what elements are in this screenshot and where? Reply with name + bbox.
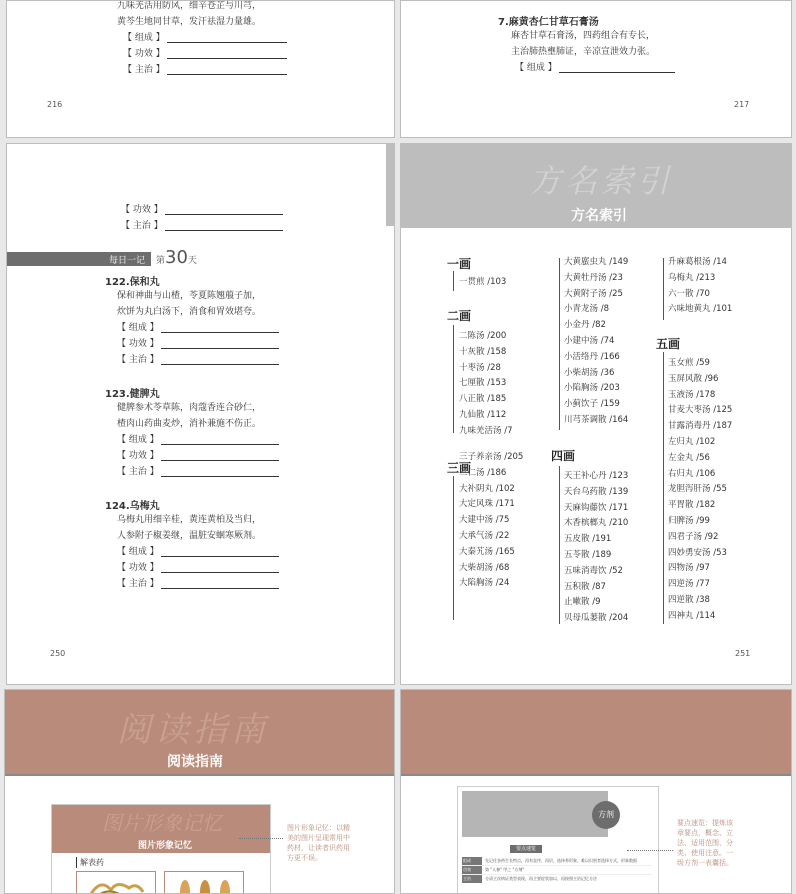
- recipe-entry: [105, 497, 279, 592]
- callout-line: 要点速览：提炼该: [677, 819, 733, 827]
- table-row: [462, 875, 652, 883]
- index-entry: 小金丹 /82: [564, 320, 606, 331]
- index-entry: 四君子汤 /92: [668, 531, 719, 542]
- index-entry: 五皮散 /191: [564, 534, 612, 545]
- callout-leader: [239, 838, 283, 839]
- page-217: [400, 0, 792, 138]
- inset-label-text: 解表药: [80, 858, 104, 867]
- index-banner: [401, 144, 791, 228]
- group-rule: [559, 466, 560, 624]
- index-entry: 小青龙汤 /8: [564, 304, 609, 315]
- callout-line: 级方剂一表囊括。: [677, 859, 733, 867]
- field-row: [117, 560, 279, 576]
- blank-line: [559, 63, 675, 73]
- stroke-heading: 一画: [447, 257, 472, 271]
- field-label: 【 主治 】: [121, 221, 163, 231]
- inset-watermark: 图片形象记忆: [102, 811, 222, 835]
- poem-line: 乌梅丸用细辛桂，黄连黄柏及当归，: [117, 515, 262, 525]
- recipe-title: 7.麻黄杏仁甘草石膏汤: [498, 17, 599, 28]
- group-rule: [663, 258, 664, 320]
- field-row: [117, 576, 279, 592]
- table-key: 组成: [462, 857, 482, 865]
- field-label: 【 主治 】: [117, 355, 159, 365]
- guide-page-right: [400, 689, 792, 894]
- index-entry: 小建中汤 /74: [564, 335, 615, 346]
- index-entry: 右归丸 /106: [668, 468, 716, 479]
- index-entry: 小活络丹 /166: [564, 351, 620, 362]
- field-label: 【 功效 】: [117, 339, 159, 349]
- poem-line: 麻杏甘草石膏汤，四药组合有专长，: [511, 31, 656, 41]
- index-entry: 大黄附子汤 /25: [564, 288, 623, 299]
- callout-text: [287, 823, 350, 863]
- field-row: [117, 464, 279, 480]
- index-entry: 川芎茶调散 /164: [564, 414, 629, 425]
- page-number: 251: [735, 649, 751, 658]
- blank-line: [167, 65, 287, 75]
- field-label: 【 主治 】: [117, 467, 159, 477]
- index-entry: 玉屏风散 /96: [668, 373, 719, 384]
- poem-line: 炊饼为丸白汤下，消食和胃效堪夸。: [117, 307, 262, 317]
- stamp-text: 方剂: [598, 810, 614, 819]
- index-entry: 二陈汤 /200: [459, 331, 507, 341]
- index-entry: 五积散 /87: [564, 581, 606, 592]
- poem-line: 楂肉山药曲麦炒，消补兼施不伤正。: [117, 419, 262, 429]
- index-entry: 木香槟榔丸 /210: [564, 518, 629, 529]
- banner-watermark: 方名索引: [529, 162, 674, 200]
- index-entry: 四物汤 /97: [668, 563, 710, 574]
- poem: [511, 28, 675, 76]
- recipe-entry: [105, 385, 279, 480]
- index-entry: 大秦艽汤 /165: [459, 546, 515, 557]
- index-entry: 小柴胡汤 /36: [564, 367, 615, 378]
- index-group: [564, 469, 628, 627]
- blank-line: [161, 355, 279, 365]
- table-value: 先记住各药生长特点，再有直序，再层，选择养形象，难以识别者选择方式，形象数据: [485, 858, 637, 863]
- day-suffix: 天: [187, 256, 197, 266]
- callout-line: 图片形象记忆：以精: [287, 824, 350, 832]
- index-entry: 七厘散 /153: [459, 378, 507, 389]
- field-row: [121, 202, 283, 218]
- day-prefix: 第: [156, 256, 166, 266]
- field-label: 【 组成 】: [117, 323, 159, 333]
- poem-line: 主治肺热壅肺证，辛凉宣泄效力张。: [511, 47, 656, 57]
- page-216: [6, 0, 395, 138]
- stroke-heading: 四画: [551, 449, 576, 463]
- field-row: [117, 432, 279, 448]
- stamp-badge: [592, 801, 620, 829]
- inset-label: [76, 857, 104, 868]
- blank-line: [161, 451, 279, 461]
- index-title: 方名索引: [571, 208, 627, 224]
- index-entry: 十枣汤 /28: [459, 362, 501, 373]
- table-value: 分清主次病证类型表现，再主要症状加以，再按照主治记忆方法: [485, 876, 597, 881]
- index-entry: 大定风珠 /171: [459, 499, 515, 510]
- index-entry: 三仁汤 /186: [459, 467, 507, 478]
- table-value: 第 "人参" 甲之 "方剂": [485, 867, 525, 872]
- blank-line: [161, 563, 279, 573]
- field-row: [117, 448, 279, 464]
- section-tag-text: 要点速览: [516, 846, 537, 852]
- inset-title: 图片形象记忆: [138, 841, 193, 851]
- inset-banner: [52, 805, 270, 853]
- index-entry: 九味羌活汤 /7: [459, 425, 513, 436]
- field-row: [123, 62, 287, 78]
- index-group: [564, 255, 628, 429]
- poem-line: 九味羌活用防风，细辛苍芷与川芎，: [117, 1, 262, 11]
- guide-underline: [401, 774, 791, 776]
- index-entry: 四神丸 /114: [668, 610, 716, 621]
- blank-line: [161, 323, 279, 333]
- guide-banner: [401, 690, 791, 774]
- index-entry: 大黄牡丹汤 /23: [564, 272, 623, 283]
- index-group: [668, 255, 732, 318]
- daily-counter: [156, 248, 197, 267]
- index-entry: 乌梅丸 /213: [668, 272, 716, 283]
- index-entry: 六一散 /70: [668, 288, 710, 299]
- index-entry: 升麻葛根汤 /14: [668, 257, 727, 267]
- callout-line: 药材，让读者识药用: [287, 844, 350, 852]
- herb-image: [76, 871, 156, 894]
- recipe-title: 122.保和丸: [105, 277, 160, 288]
- index-entry: 贝母瓜蒌散 /204: [564, 613, 629, 624]
- field-label: 【 组成 】: [117, 547, 159, 557]
- field-label: 【 组成 】: [117, 435, 159, 445]
- guide-banner: [5, 690, 394, 774]
- index-entry: 大柴胡汤 /68: [459, 562, 510, 573]
- stroke-heading: 二画: [447, 309, 472, 323]
- group-rule: [453, 325, 454, 433]
- index-entry: 五味消毒饮 /52: [564, 565, 623, 576]
- field-row: [121, 218, 283, 234]
- index-entry: 十灰散 /158: [459, 346, 507, 357]
- blank-line: [161, 579, 279, 589]
- blank-line: [167, 33, 287, 43]
- herb-illustration: [165, 872, 245, 894]
- index-entry: 甘露消毒丹 /187: [668, 421, 733, 432]
- banner-watermark: 阅读指南: [117, 710, 269, 750]
- blank-line: [161, 339, 279, 349]
- field-row: [515, 60, 675, 76]
- field-label: 【 功效 】: [121, 205, 163, 215]
- index-group: [459, 329, 512, 440]
- guide-title: 阅读指南: [167, 754, 223, 770]
- index-entry: 天王补心丹 /123: [564, 471, 629, 481]
- summary-table: [462, 857, 652, 883]
- index-entry: 天台乌药散 /139: [564, 486, 629, 497]
- index-entry: 一贯煎 /103: [459, 277, 507, 287]
- blank-line: [167, 49, 287, 59]
- index-entry: 大建中汤 /75: [459, 515, 510, 526]
- blank-line: [161, 435, 279, 445]
- blank-line: [165, 221, 283, 231]
- field-row: [117, 336, 279, 352]
- carryover-fields: [121, 202, 283, 234]
- blank-line: [161, 467, 279, 477]
- field-label: 【 功效 】: [123, 49, 165, 59]
- index-entry: 四逆汤 /77: [668, 579, 710, 590]
- page-number: 217: [734, 100, 750, 109]
- stroke-heading: 三画: [447, 461, 472, 475]
- callout-line: 法、适用范围、分: [677, 839, 733, 847]
- poem-line: 黄芩生地同甘草，发汗祛湿力量雄。: [117, 17, 262, 27]
- field-row: [117, 352, 279, 368]
- herb-image: [164, 871, 244, 894]
- herb-illustration: [77, 872, 157, 894]
- inset-sample: [457, 786, 659, 894]
- index-entry: 玉女煎 /59: [668, 358, 710, 368]
- index-entry: 大陷胸汤 /24: [459, 578, 510, 589]
- page-251: [400, 143, 792, 685]
- index-group: [668, 356, 732, 625]
- daily-banner: [7, 252, 151, 266]
- index-entry: 六味地黄丸 /101: [668, 304, 733, 315]
- index-entry: 甘麦大枣汤 /125: [668, 405, 733, 416]
- callout-line: 章要点，概念、立: [677, 829, 733, 837]
- index-entry: 左归丸 /102: [668, 436, 716, 447]
- index-entry: 大补阴丸 /102: [459, 483, 515, 494]
- poem-line: 保和神曲与山楂，苓夏陈翘菔子加，: [117, 291, 262, 301]
- field-label: 【 功效 】: [117, 451, 159, 461]
- table-row: [462, 857, 652, 866]
- field-label: 【 功效 】: [117, 563, 159, 573]
- inset-gray-band: [462, 791, 608, 837]
- recipe-title: 124.乌梅丸: [105, 501, 160, 512]
- blank-line: [161, 547, 279, 557]
- group-rule: [559, 258, 560, 430]
- index-entry: 左金丸 /56: [668, 452, 710, 463]
- index-entry: 小蓟饮子 /159: [564, 399, 620, 410]
- inset-sample: [51, 804, 271, 894]
- poem: [117, 0, 287, 78]
- field-row: [117, 320, 279, 336]
- field-row: [123, 46, 287, 62]
- table-row: [462, 866, 652, 875]
- callout-line: 美的图片呈现常用中: [287, 834, 350, 842]
- field-row: [123, 30, 287, 46]
- daily-label: 每日一记: [108, 256, 145, 266]
- page-number: 250: [50, 649, 66, 658]
- index-entry: 八正散 /185: [459, 394, 507, 405]
- index-group: [459, 275, 506, 291]
- page-250: [6, 143, 395, 685]
- field-label: 【 组成 】: [515, 63, 557, 73]
- index-entry: 四妙勇安汤 /53: [668, 547, 727, 558]
- callout-line: 方更不误。: [287, 854, 322, 862]
- group-rule: [453, 476, 454, 620]
- index-entry: 龙胆泻肝汤 /55: [668, 484, 727, 495]
- index-entry: 归脾汤 /99: [668, 515, 710, 526]
- poem-line: 人参附子椒姜继，温脏安蛔寒厥剂。: [117, 531, 262, 541]
- page-number: 216: [47, 100, 63, 109]
- callout-line: 类、使用注意。一: [677, 849, 733, 857]
- group-rule: [453, 271, 454, 291]
- index-entry: 三子养亲汤 /205: [459, 452, 524, 462]
- field-row: [117, 544, 279, 560]
- guide-page-left: [4, 689, 395, 894]
- field-label: 【 主治 】: [123, 65, 165, 75]
- index-entry: 四逆散 /38: [668, 594, 710, 605]
- index-entry: 九仙散 /112: [459, 409, 507, 420]
- recipe-entry: [105, 273, 279, 368]
- index-entry: 大黄䗪虫丸 /149: [564, 257, 629, 267]
- callout-leader: [627, 850, 673, 851]
- day-number: 30: [165, 247, 188, 268]
- blank-line: [165, 205, 283, 215]
- section-tag: [510, 845, 542, 853]
- group-rule: [663, 352, 664, 624]
- callout-text: [677, 818, 733, 868]
- edge-tab: [386, 144, 394, 226]
- index-entry: 天麻钩藤饮 /171: [564, 502, 629, 513]
- field-label: 【 组成 】: [123, 33, 165, 43]
- poem-line: 健脾参术苓草陈，肉蔻香连合砂仁，: [117, 403, 262, 413]
- table-key: 功效: [462, 866, 482, 874]
- field-label: 【 主治 】: [117, 579, 159, 589]
- index-entry: 小陷胸汤 /203: [564, 383, 620, 394]
- index-entry: 平胃散 /182: [668, 500, 716, 511]
- index-entry: 五苓散 /189: [564, 549, 612, 560]
- index-group: [459, 450, 523, 592]
- guide-underline: [5, 774, 394, 776]
- recipe-title: 123.健脾丸: [105, 389, 160, 400]
- index-entry: 大承气汤 /22: [459, 530, 510, 541]
- table-key: 主治: [462, 875, 482, 883]
- index-entry: 止嗽散 /9: [564, 597, 601, 608]
- stroke-heading: 五画: [656, 337, 681, 351]
- index-entry: 玉液汤 /178: [668, 389, 716, 400]
